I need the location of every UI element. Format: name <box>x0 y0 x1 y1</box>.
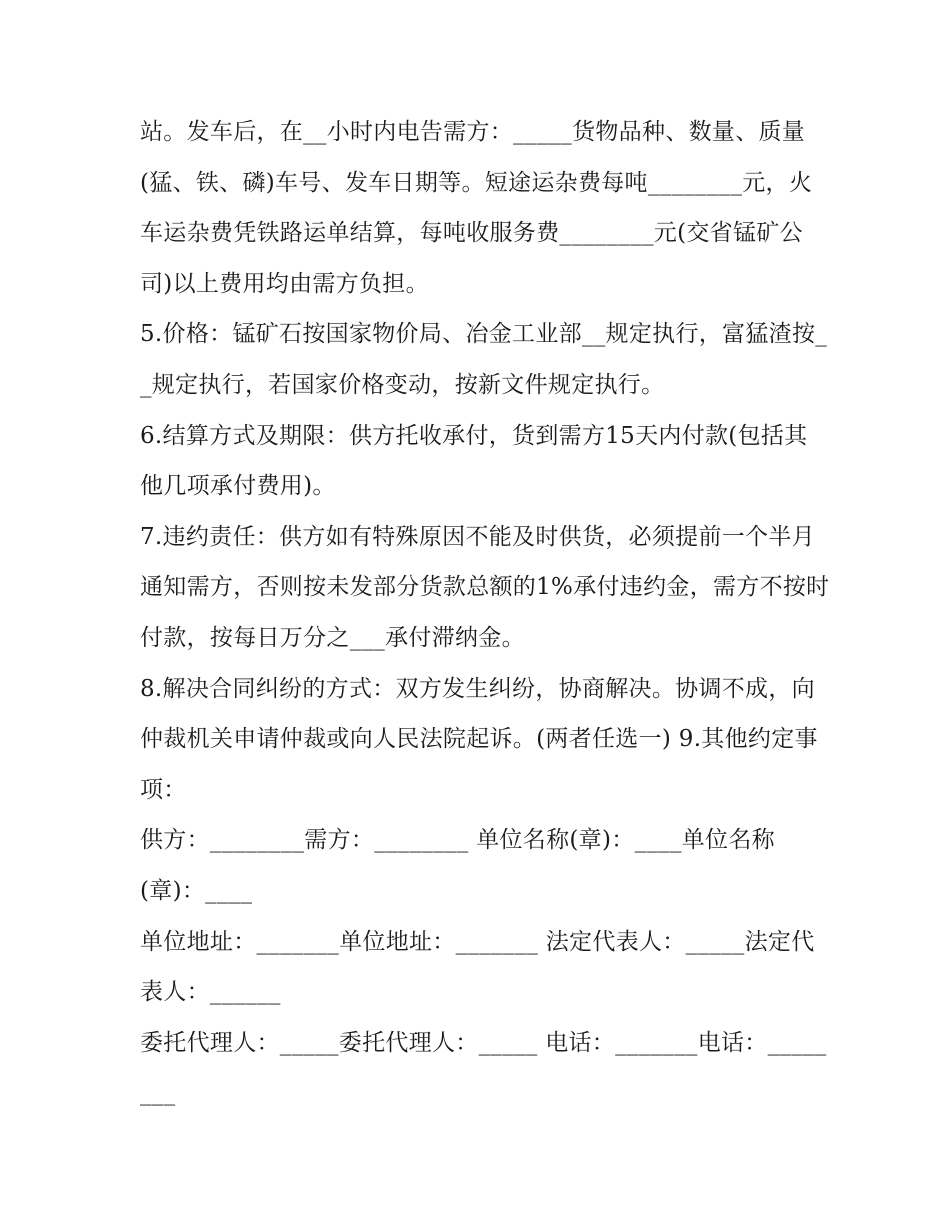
signature-parties-line: 供方：________需方：________ 单位名称(章)：____单位名称(章)：____ <box>140 827 775 904</box>
signature-address-line: 单位地址：_______单位地址：_______ 法定代表人：_____法定代表人：______ <box>140 928 815 1006</box>
paragraph-breach-liability: 7.违约责任：供方如有特殊原因不能及时供货，必须提前一个半月通知需方，否则按未发部分货款总额的1%承付违约金，需方不按时付款，按每日万分之___承付滞纳金。 <box>140 523 830 651</box>
signature-agent-phone-line: 委托代理人：_____委托代理人：_____ 电话：_______电话：________ <box>140 1029 827 1107</box>
paragraph-delivery-and-fees: 站。发车后，在__小时内电告需方：_____货物品种、数量、质量(猛、铁、磷)车号、发车日期等。短途运杂费每吨________元，火车运杂费凭铁路运单结算，每吨收服务费________元(交省锰矿公司)以上费用均由需方负担。 <box>140 119 813 297</box>
document-page <box>140 107 830 1119</box>
paragraph-dispute-resolution: 8.解决合同纠纷的方式：双方发生纠纷，协商解决。协调不成，向仲裁机关申请仲裁或向人民法院起诉。(两者任选一) 9.其他约定事项： <box>140 675 818 803</box>
paragraph-settlement: 6.结算方式及期限：供方托收承付，货到需方15天内付款(包括其他几项承付费用)。 <box>140 422 808 500</box>
paragraph-price: 5.价格：锰矿石按国家物价局、冶金工业部__规定执行，富猛渣按__规定执行，若国家价格变动，按新文件规定执行。 <box>140 321 828 398</box>
